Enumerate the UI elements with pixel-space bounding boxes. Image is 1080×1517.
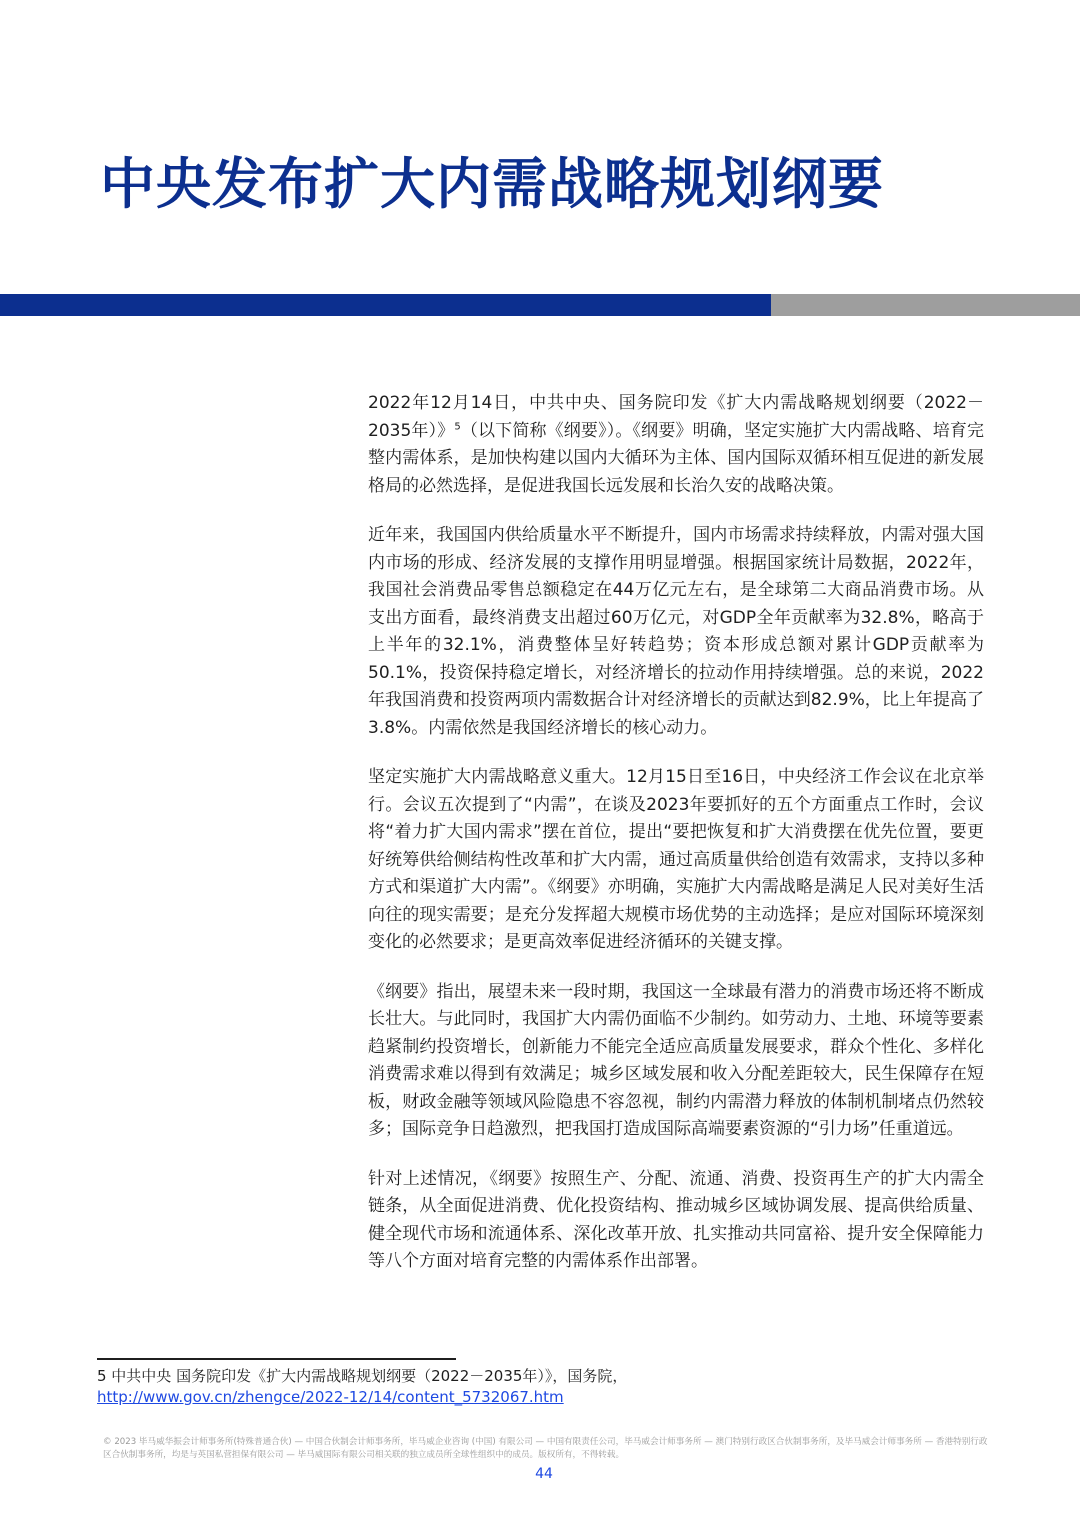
paragraph-3: 坚定实施扩大内需战略意义重大。12月15日至16日，中央经济工作会议在北京举行。会议五次提到了“内需”，在谈及2023年要抓好的五个方面重点工作时，会议将“着力扩大国内需求”摆在首位，提出“要把恢复和扩大消费摆在优先位置，要更好统筹供给侧结构性改革和扩大内需，通过高质量供给创造有效需求，支持以多种方式和渠道扩大内需”。《纲要》亦明确，实施扩大内需战略是满足人民对美好生活向往的现实需要；是充分发挥超大规模市场优势的主动选择；是应对国际环境深刻变化的必然要求；是更高效率促进经济循环的关键支撑。 (368, 767, 984, 952)
footnote-reference[interactable]: 5 (454, 420, 461, 432)
legal-notice: © 2023 毕马威华振会计师事务所(特殊普通合伙) — 中国合伙制会计师事务所，毕马威企业咨询 (中国) 有限公司 — 中国有限责任公司，毕马威会计师事务所 — 澳门特别行政区合伙制事务所，及毕马威会计师事务所 — 香港特别行政区合伙制事务所，均是与英国私营担保有限公司 — 毕马威国际有限公司相关联的独立成员所全球性组织中的成员。版权所有，不得转载。 (103, 1437, 988, 1460)
paragraph-5: 针对上述情况，《纲要》按照生产、分配、流通、消费、投资再生产的扩大内需全链条，从全面促进消费、优化投资结构、推动城乡区域协调发展、提高供给质量、健全现代市场和流通体系、深化改革开放、扎实推动共同富裕、提升安全保障能力等八个方面对培育完整的内需体系作出部署。 (368, 1168, 984, 1271)
header-band-blue (0, 294, 771, 316)
footnote-divider (97, 1358, 456, 1360)
paragraph-4: 《纲要》指出，展望未来一段时期，我国这一全球最有潜力的消费市场还将不断成长壮大。与此同时，我国扩大内需仍面临不少制约。如劳动力、土地、环境等要素趋紧制约投资增长，创新能力不能完全适应高质量发展要求，群众个性化、多样化消费需求难以得到有效满足；城乡区域发展和收入分配差距较大，民生保障存在短板，财政金融等领域风险隐患不容忽视，制约内需潜力释放的体制机制堵点仍然较多；国际竞争日趋激烈，把我国打造成国际高端要素资源的“引力场”任重道远。 (368, 981, 984, 1139)
article-body (368, 390, 984, 1298)
footnote (97, 1366, 997, 1408)
paragraph-1 (368, 390, 984, 500)
page-title: 中央发布扩大内需战略规划纲要 (100, 152, 885, 216)
footnote-link[interactable]: http://www.gov.cn/zhengce/2022-12/14/content_5732067.htm (97, 1388, 564, 1406)
paragraph-1-start: 2022年12月14日，中共中央、国务院印发《扩大内需战略规划纲要（2022－2035年）》 (368, 393, 984, 441)
footnote-text: 5 中共中央 国务院印发《扩大内需战略规划纲要（2022－2035年）》，国务院， (97, 1367, 628, 1385)
page-number: 44 (535, 1466, 553, 1482)
paragraph-2: 近年来，我国国内供给质量水平不断提升，国内市场需求持续释放，内需对强大国内市场的形成、经济发展的支撑作用明显增强。根据国家统计局数据，2022年，我国社会消费品零售总额稳定在44万亿元左右，是全球第二大商品消费市场。从支出方面看，最终消费支出超过60万亿元，对GDP全年贡献率为32.8%，略高于上半年的32.1%，消费整体呈好转趋势；资本形成总额对累计GDP贡献率为50.1%，投资保持稳定增长，对经济增长的拉动作用持续增强。总的来说，2022年我国消费和投资两项内需数据合计对经济增长的贡献达到82.9%，比上年提高了3.8%。内需依然是我国经济增长的核心动力。 (368, 525, 984, 738)
header-band-gray (771, 294, 1080, 316)
paragraph-1-rest: （以下简称《纲要》）。《纲要》明确，坚定实施扩大内需战略、培育完整内需体系，是加快构建以国内大循环为主体、国内国际双循环相互促进的新发展格局的必然选择，是促进我国长远发展和长治久安的战略决策。 (368, 420, 984, 496)
